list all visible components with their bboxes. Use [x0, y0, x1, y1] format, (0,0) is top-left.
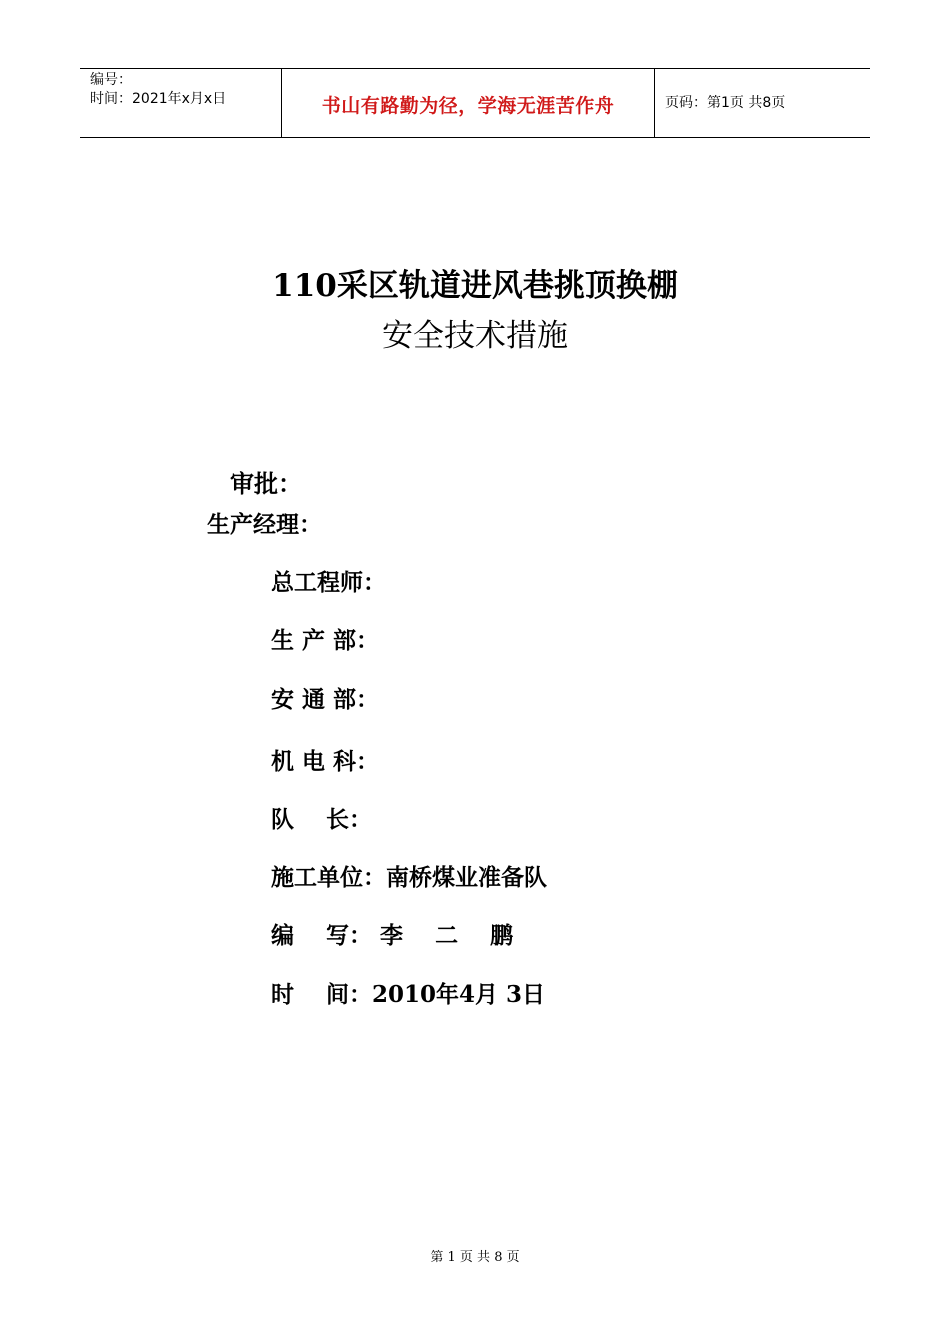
signoff-label: 队 长：	[271, 807, 373, 833]
signoff-row	[271, 748, 379, 776]
signoff-value: 李 二 鹏	[372, 922, 514, 949]
header-number-label: 编号：	[90, 72, 132, 88]
approval-heading: 审批：	[230, 470, 302, 498]
page-header	[80, 68, 870, 138]
signoff-label: 生 产 部：	[271, 628, 380, 654]
header-page-cell	[655, 69, 870, 137]
signoff-row	[271, 981, 545, 1009]
header-motto-cell	[282, 69, 655, 137]
document-title-line1: 110采区轨道进风巷挑顶换棚	[272, 268, 678, 304]
header-motto: 书山有路勤为径，学海无涯苦作舟	[321, 95, 615, 117]
signoff-row	[271, 806, 372, 834]
signoff-label: 安 通 部：	[271, 687, 380, 713]
signoff-row	[271, 864, 547, 892]
signoff-row	[271, 922, 513, 950]
signoff-label: 总工程师：	[271, 570, 386, 596]
document-title-line2: 安全技术措施	[382, 318, 568, 354]
production-manager-label: 生产经理：	[207, 512, 322, 538]
signoff-label: 时 间：	[271, 982, 373, 1008]
signoff-label: 施工单位：	[271, 865, 386, 891]
signoff-value: 南桥煤业准备队	[386, 864, 547, 891]
signoff-row	[271, 627, 379, 655]
signoff-label: 机 电 科：	[271, 749, 380, 775]
signoff-label: 编 写：	[271, 923, 373, 949]
signoff-value: 2010年4月 3日	[372, 981, 546, 1008]
header-page-label: 页码：第1页 共8页	[665, 95, 786, 111]
signoff-row	[271, 686, 379, 714]
header-time-label: 时间：2021年x月x日	[90, 91, 227, 107]
header-meta-cell	[80, 69, 282, 137]
signoff-row	[271, 569, 386, 597]
page-footer: 第 1 页 共 8 页	[430, 1250, 520, 1265]
